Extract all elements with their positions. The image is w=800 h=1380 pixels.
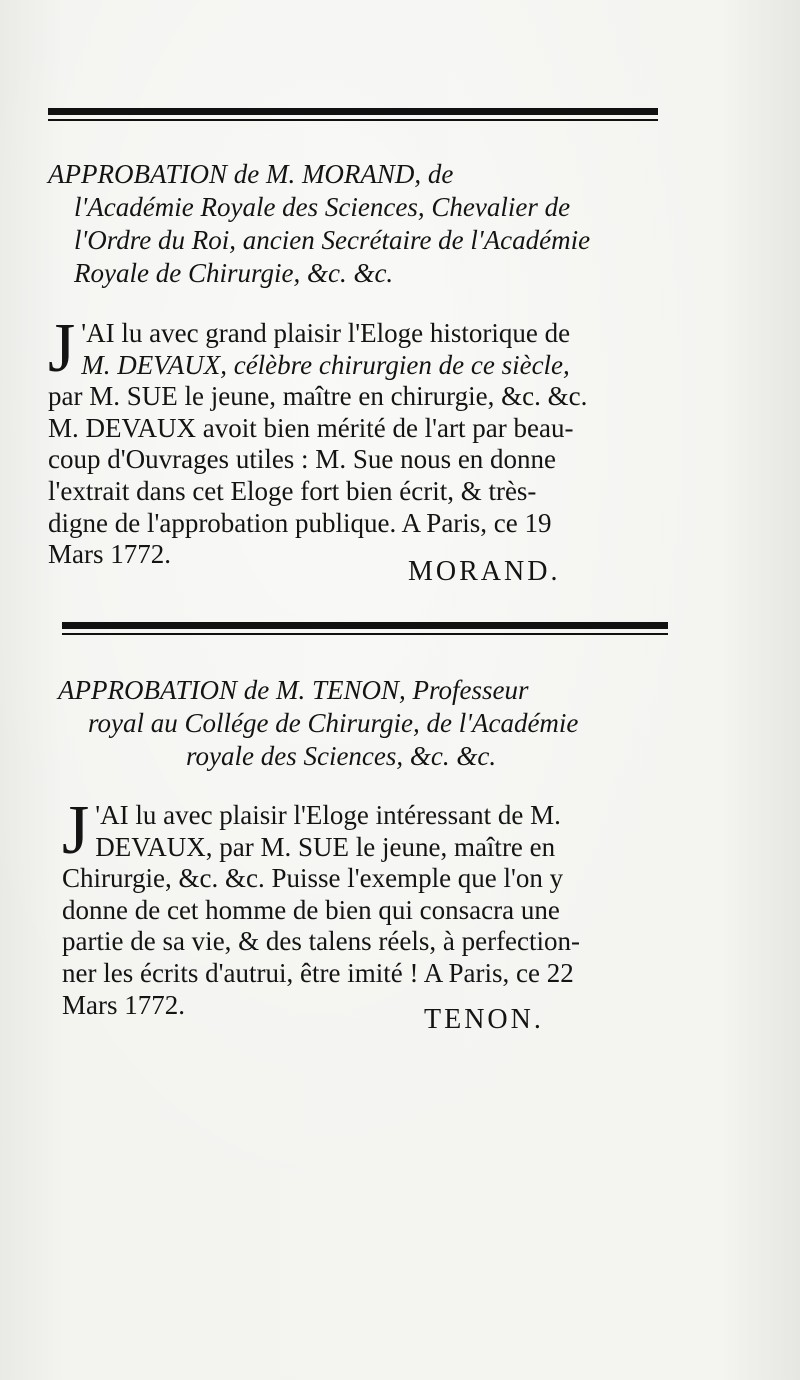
heading-line: l'Académie Royale des Sciences, Chevalier de: [74, 192, 571, 222]
text-line: donne de cet homme de bien qui consacra une: [62, 894, 560, 925]
text-line: digne de l'approbation publique. A Paris, ce 19: [48, 507, 552, 538]
signature-morand: MORAND.: [408, 556, 561, 587]
drop-cap: J: [48, 310, 76, 387]
text-line: Mars 1772.: [48, 539, 171, 570]
heading-line: royale des Sciences, &c. &c.: [186, 741, 497, 771]
middle-double-rule: [62, 622, 668, 638]
approbation-tenon-text: [62, 792, 682, 1021]
text-line: Mars 1772.: [62, 989, 185, 1020]
heading-line: royal au Collége de Chirurgie, de l'Académie: [88, 708, 579, 738]
approbation-morand-heading: [48, 158, 668, 290]
drop-cap: J: [62, 792, 90, 869]
text-line: Chirurgie, &c. &c. Puisse l'exemple que l'on y: [62, 863, 564, 894]
heading-line: APPROBATION de M. TENON, Professeur: [58, 675, 529, 705]
text-line: ner les écrits d'autrui, être imité ! A Paris, ce 22: [62, 957, 574, 988]
text-line: partie de sa vie, & des talens réels, à perfection-: [62, 926, 581, 957]
signature-tenon: TENON.: [424, 1004, 544, 1035]
heading-line: l'Ordre du Roi, ancien Secrétaire de l'Académie: [74, 225, 591, 255]
text-line: M. DEVAUX, célèbre chirurgien de ce siècle,: [81, 349, 570, 380]
text-line: par M. SUE le jeune, maître en chirurgie, &c. &c.: [48, 381, 588, 412]
text-line: 'AI lu avec grand plaisir l'Eloge historique de: [81, 318, 571, 348]
approbation-tenon-heading: [58, 674, 678, 773]
text-line: M. DEVAUX avoit bien mérité de l'art par beau-: [48, 412, 574, 443]
heading-line: Royale de Chirurgie, &c. &c.: [74, 258, 394, 288]
top-double-rule: [48, 108, 658, 124]
text-line: DEVAUX, par M. SUE le jeune, maître en: [95, 831, 556, 862]
text-line: l'extrait dans cet Eloge fort bien écrit, & très-: [48, 475, 537, 506]
approbation-morand-text: [48, 310, 670, 571]
text-line: 'AI lu avec plaisir l'Eloge intéressant de M.: [95, 800, 561, 830]
text-line: coup d'Ouvrages utiles : M. Sue nous en donne: [48, 444, 557, 475]
heading-line: APPROBATION de M. MORAND, de: [48, 159, 454, 189]
